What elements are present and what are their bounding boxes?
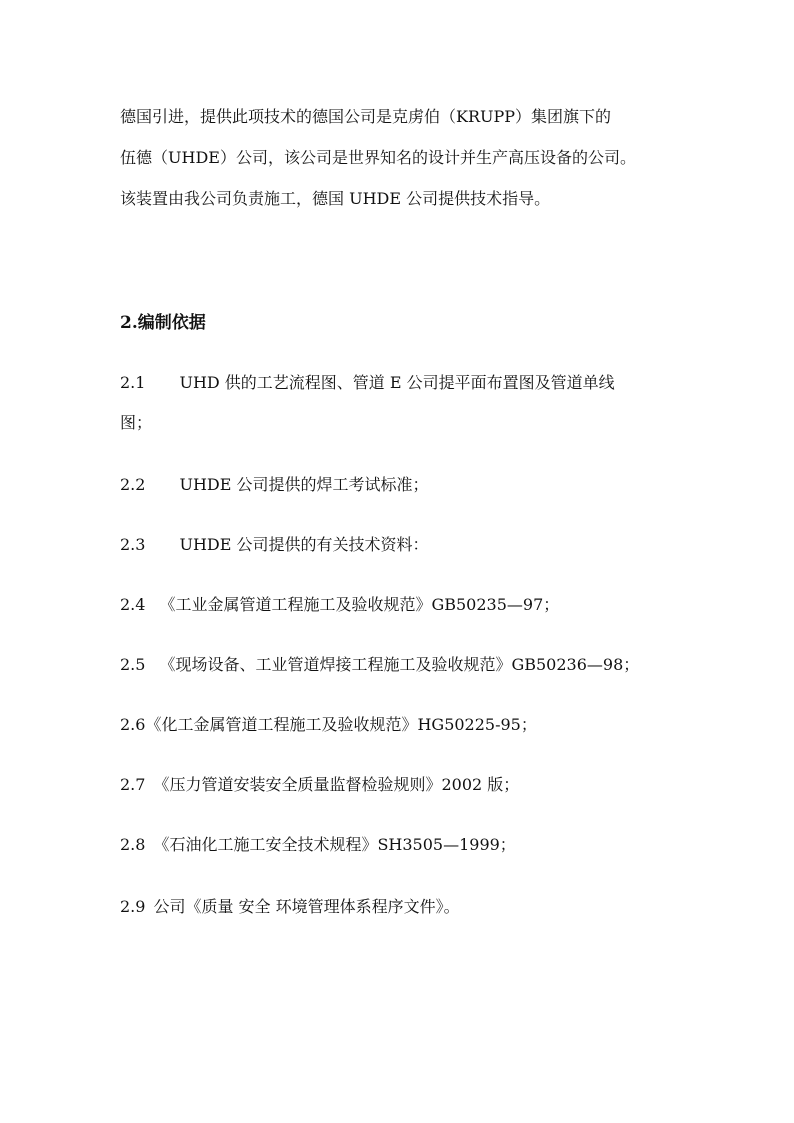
list-item-2-1	[120, 373, 615, 393]
item-text: 《压力管道安装安全质量监督检验规则》2002 版；	[153, 775, 520, 794]
item-number: 2.2	[120, 475, 146, 494]
item-text: 《化工金属管道工程施工及验收规范》HG50225-95；	[145, 715, 537, 734]
item-text: 《现场设备、工业管道焊接工程施工及验收规范》GB50236—98；	[159, 655, 640, 674]
item-number: 2.9	[120, 897, 146, 916]
list-item-2-1-continuation: 图；	[120, 413, 153, 432]
item-text: 《工业金属管道工程施工及验收规范》GB50235—97；	[159, 595, 560, 614]
item-text: UHDE 公司提供的有关技术资料：	[179, 535, 429, 554]
list-item-2-4	[120, 595, 559, 615]
list-item-2-8	[120, 835, 516, 855]
item-text: UHD 供的工艺流程图、管道 E 公司提平面布置图及管道单线	[179, 373, 615, 392]
item-number: 2.8	[120, 835, 146, 854]
item-text: UHDE 公司提供的焊工考试标准；	[179, 475, 429, 494]
intro-line-2: 伍德（UHDE）公司，该公司是世界知名的设计并生产高压设备的公司。	[120, 148, 636, 167]
intro-line-1: 德国引进，提供此项技术的德国公司是克虏伯（KRUPP）集团旗下的	[120, 107, 612, 126]
list-item-2-3	[120, 535, 429, 555]
section-heading: 2.编制依据	[120, 313, 206, 333]
item-number: 2.5	[120, 655, 146, 674]
item-text: 《石油化工施工安全技术规程》SH3505—1999；	[153, 835, 516, 854]
item-number: 2.1	[120, 373, 146, 392]
item-number: 2.7	[120, 775, 146, 794]
intro-line-3: 该装置由我公司负责施工，德国 UHDE 公司提供技术指导。	[120, 189, 551, 208]
item-text: 公司《质量 安全 环境管理体系程序文件》。	[153, 897, 460, 916]
list-item-2-5	[120, 655, 639, 675]
item-number: 2.4	[120, 595, 146, 614]
list-item-2-7	[120, 775, 519, 795]
item-number: 2.6	[120, 715, 146, 734]
item-number: 2.3	[120, 535, 146, 554]
list-item-2-6	[120, 715, 537, 735]
list-item-2-9	[120, 897, 460, 917]
list-item-2-2	[120, 475, 429, 495]
